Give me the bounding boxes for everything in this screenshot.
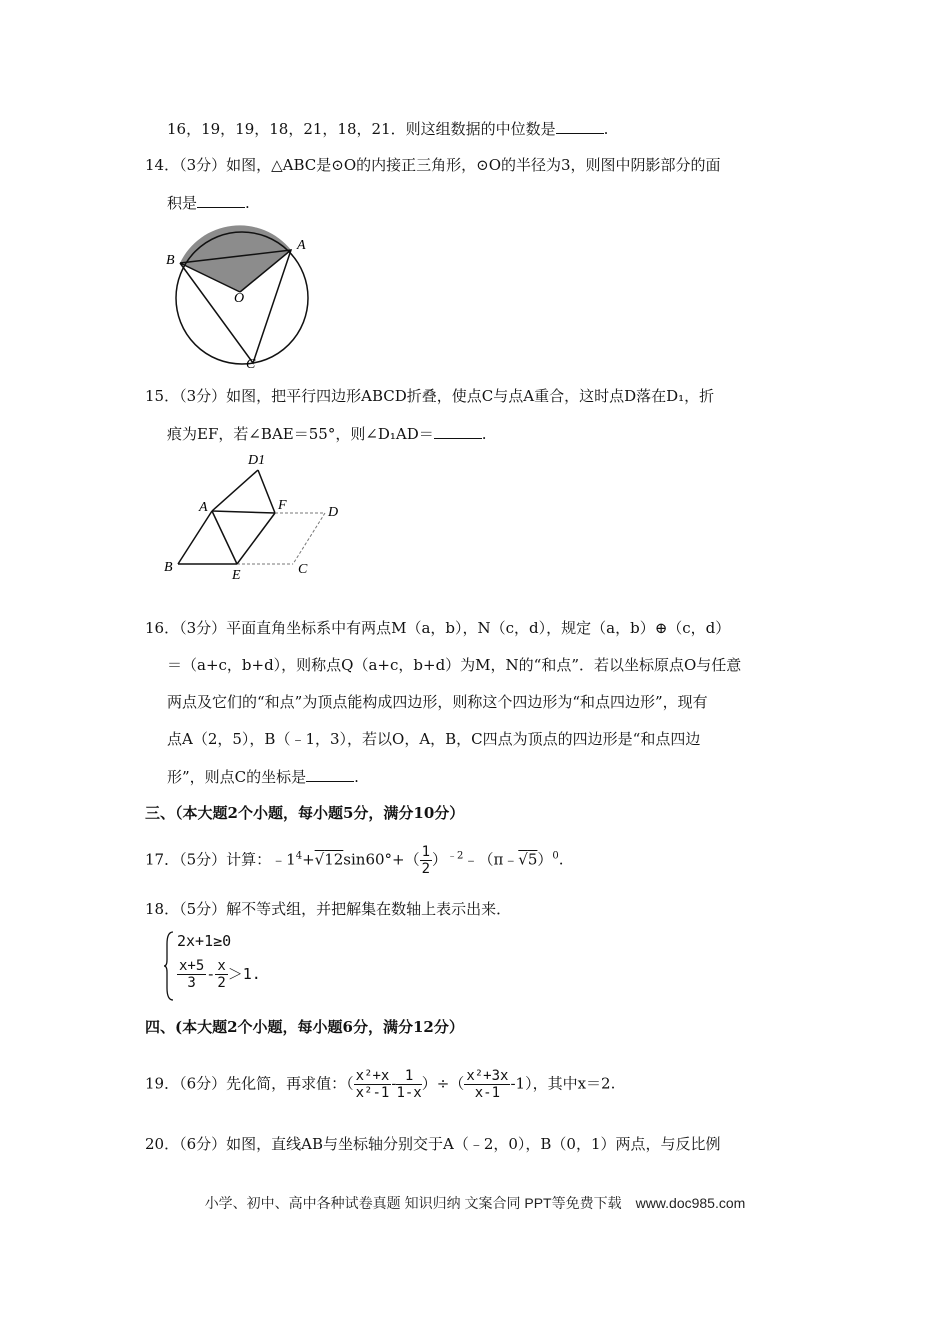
label-c: C <box>246 357 256 372</box>
label-f: F <box>278 498 287 513</box>
q14-circle-figure <box>160 222 320 372</box>
label-d: D <box>328 505 339 520</box>
q18-line1: 18．（5分）解不等式组，并把解集在数轴上表示出来． <box>145 900 512 918</box>
section3-heading: 三、（本大题2个小题，每小题5分，满分10分） <box>145 804 465 822</box>
label-c: C <box>298 562 308 577</box>
q14-line1: 14．（3分）如图，△ABC是⊙O的内接正三角形，⊙O的半径为3，则图中阴影部分的面 <box>145 156 721 174</box>
answer-blank <box>306 765 354 782</box>
label-e: E <box>232 568 241 583</box>
label-a: A <box>199 500 208 515</box>
q17-expression: 17．（5分）计算：$﹣1^4+√12\sin 60^\circ+$（ $\frac{1}{2}$ ）$^{﹣2}$﹣（π﹣√5）$^0$. <box>145 844 564 877</box>
q16-line5: 形”，则点C的坐标是 . <box>167 765 359 788</box>
q20-line1: 20．（6分）如图，直线AB与坐标轴分别交于A（﹣2，0），B（0，1）两点，与反比例 <box>145 1135 721 1153</box>
fraction-1-2: $\frac{1}{2}$ <box>421 844 431 877</box>
q16-line2: ＝（a+c，b+d），则称点Q（a+c，b+d）为M，N的“和点”．若以坐标原点O与任意 <box>167 656 742 674</box>
label-b: B <box>164 560 173 575</box>
label-b: B <box>166 253 175 268</box>
q16-line3: 两点及它们的“和点”为顶点能构成四边形，则称这个四边形为“和点四边形”，现有 <box>167 693 708 711</box>
inequality-1: 2x+1≥0 <box>177 932 232 950</box>
label-a: A <box>297 238 306 253</box>
q14-line2: 积是 . <box>167 191 250 214</box>
q13-text: 16，19，19，18，21，18，21．则这组数据的中位数是 . <box>167 117 608 140</box>
page-footer: 小学、初中、高中各种试卷真题 知识归纳 文案合同 PPT等免费下载 www.doc985.com <box>204 1195 746 1211</box>
answer-blank <box>434 422 482 439</box>
q15-line1: 15．（3分）如图，把平行四边形ABCD折叠，使点C与点A重合，这时点D落在D₁，折 <box>145 387 715 405</box>
q16-line1: 16．（3分）平面直角坐标系中有两点M（a，b），N（c，d），规定（a，b）⊕（c，d） <box>145 619 731 637</box>
sqrt-5: √5 <box>518 850 538 869</box>
inequality-2: $\frac{x+5}{3}$ - $\frac{x}{2}$ ＞1. <box>179 958 261 991</box>
answer-blank <box>197 191 245 208</box>
q15-parallelogram-figure <box>160 448 360 588</box>
q15-line2: 痕为EF，若∠BAE＝55°，则∠D₁AD＝ . <box>167 422 487 445</box>
label-o: O <box>234 291 245 306</box>
label-d1: D1 <box>248 453 266 468</box>
section4-heading: 四、(本大题2个小题，每小题6分，满分12分） <box>145 1018 464 1036</box>
q16-line4: 点A（2，5），B（﹣1，3），若以O，A，B，C四点为顶点的四边形是“和点四边 <box>167 730 701 748</box>
q19-expression: 19．（6分）先化简，再求值：（ $\frac{\text{x²+x}}{\text{x²-1}}$ - $\frac{1}{1-x}$ ）÷（ $\frac{\text{x²+3x}}{x-1}$ -1），其中x＝2. <box>145 1068 616 1101</box>
sqrt-12: √12 <box>314 850 344 869</box>
answer-blank <box>556 117 604 134</box>
